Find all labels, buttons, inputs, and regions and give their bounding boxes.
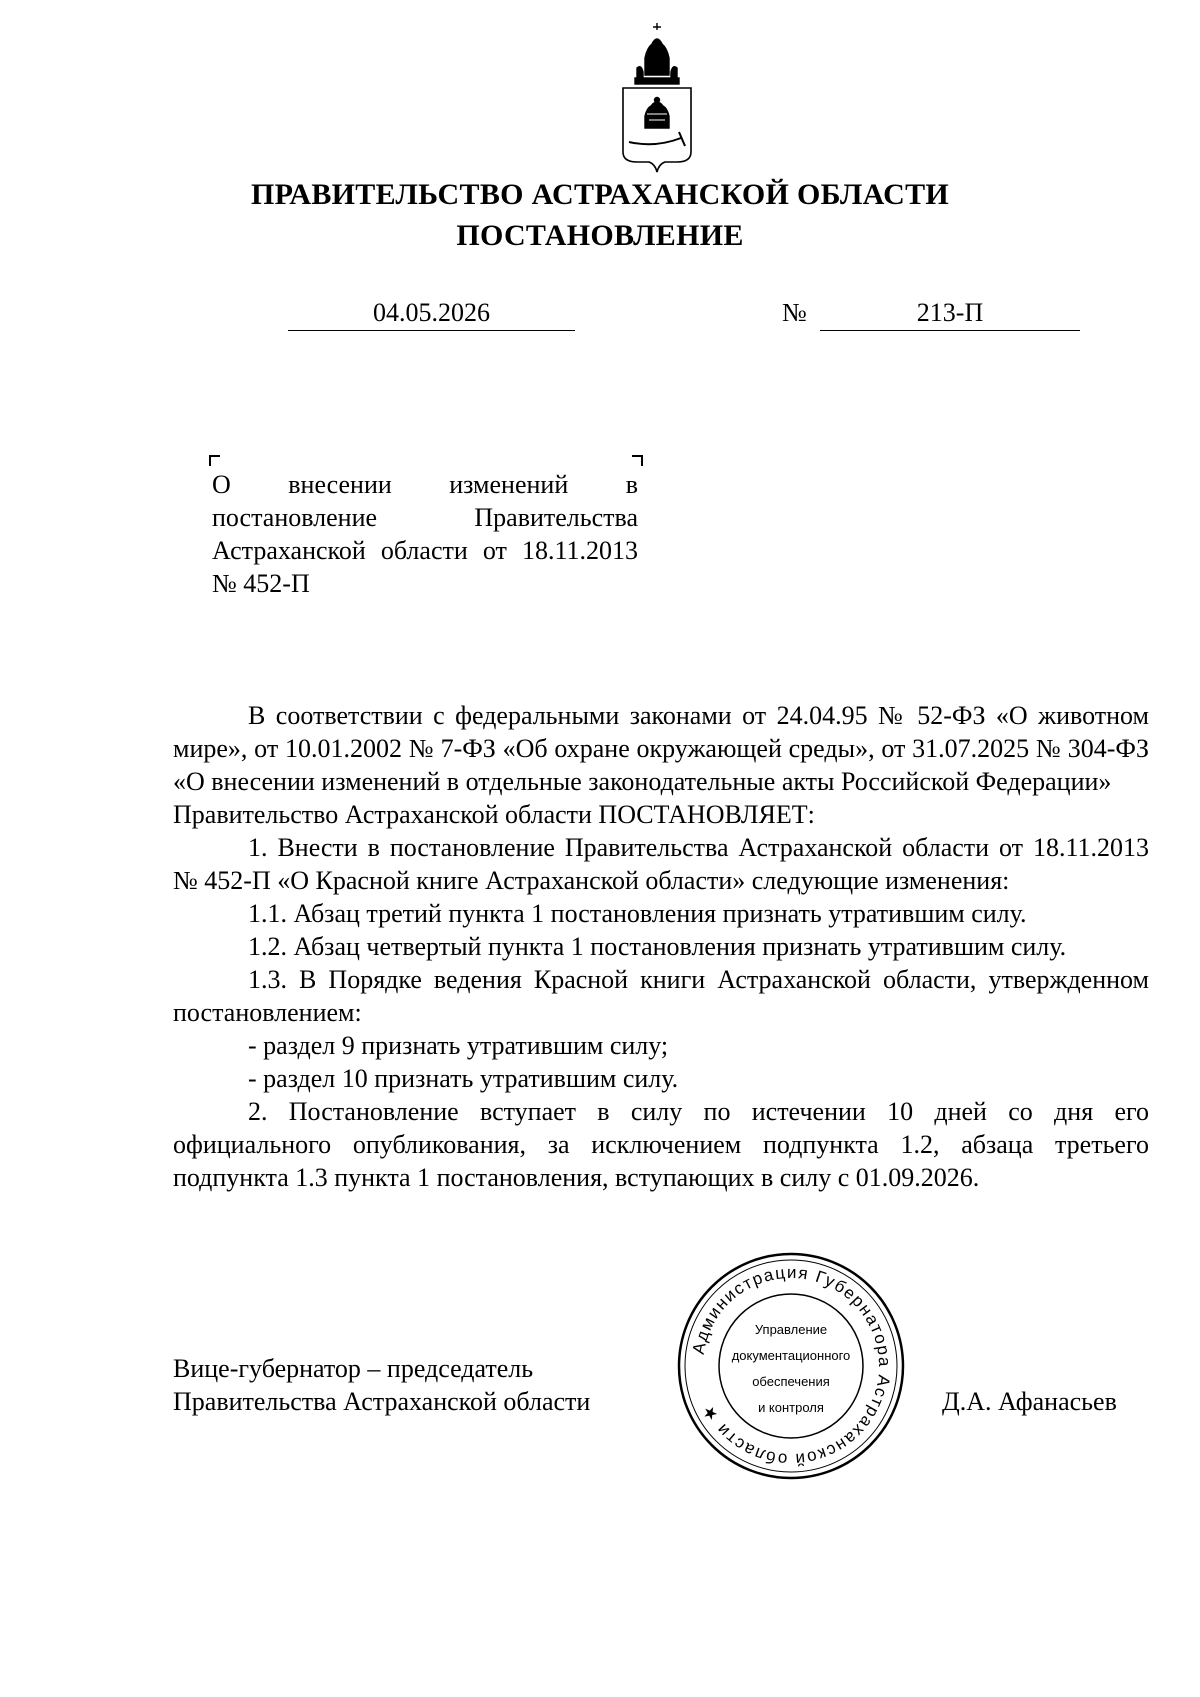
official-stamp (677, 1252, 905, 1480)
signatory-position-line-1: Вице-губернатор – председатель (173, 1354, 534, 1383)
item-1: 1. Внести в постановление Правительства Астраханской области от 18.11.2013 № 452-П «О Красной книге Астраханской области» следующие изменения: (173, 833, 1149, 895)
item-1-2: 1.2. Абзац четвертый пункта 1 постановления признать утратившим силу. (248, 932, 1067, 961)
stamp-inner-line-4: и контроля (758, 1400, 824, 1415)
stamp-inner-line-2: документационного (731, 1348, 851, 1363)
number-label: № (782, 298, 807, 327)
subject-corner-right (632, 455, 643, 466)
government-title: ПРАВИТЕЛЬСТВО АСТРАХАНСКОЙ ОБЛАСТИ (250, 178, 950, 211)
document-number: 213-П (820, 296, 1080, 331)
signatory-position (173, 1352, 590, 1418)
decree-line: Правительство Астраханской области ПОСТАНОВЛЯЕТ: (173, 800, 815, 829)
signatory-name: Д.А. Афанасьев (942, 1387, 1117, 1416)
item-1-3-b: - раздел 10 признать утратившим силу. (248, 1064, 679, 1093)
document-body (173, 699, 1149, 1194)
document-type-title: ПОСТАНОВЛЕНИЕ (456, 219, 744, 252)
item-1-1: 1.1. Абзац третий пункта 1 постановления признать утратившим силу. (248, 899, 1027, 928)
document-date: 04.05.2026 (288, 296, 575, 331)
subject-corner-left (209, 455, 220, 466)
stamp-inner-line-3: обеспечения (752, 1374, 830, 1389)
signatory-position-line-2: Правительства Астраханской области (173, 1387, 591, 1416)
item-1-3-a: - раздел 9 признать утратившим силу; (248, 1031, 669, 1060)
stamp-inner-line-1: Управление (754, 1322, 828, 1337)
preamble-paragraph: В соответствии с федеральными законами от 24.04.95 № 52-ФЗ «О животном мире», от 10.01.2002 № 7-ФЗ «Об охране окружающей среды», от 31.07.2025 № 304-ФЗ «О внесении изменений в отдельные законодательные акты Российской Федерации» (173, 701, 1149, 796)
coat-of-arms-icon (615, 20, 700, 175)
item-2: 2. Постановление вступает в силу по истечении 10 дней со дня его официального опубликования, за исключением подпункта 1.2, абзаца третьего подпункта 1.3 пункта 1 постановления, вступающих в силу с 01.09.2026. (173, 1097, 1149, 1192)
document-subject: О внесении изменений в постановление Правительства Астраханской области от 18.11.2013 № 452-П (212, 470, 638, 598)
stamp-outer-text: Администрация Губернатора Астраханской области ★ (688, 1262, 895, 1470)
item-1-3: 1.3. В Порядке ведения Красной книги Астраханской области, утвержденном постановлением: (173, 965, 1149, 1027)
